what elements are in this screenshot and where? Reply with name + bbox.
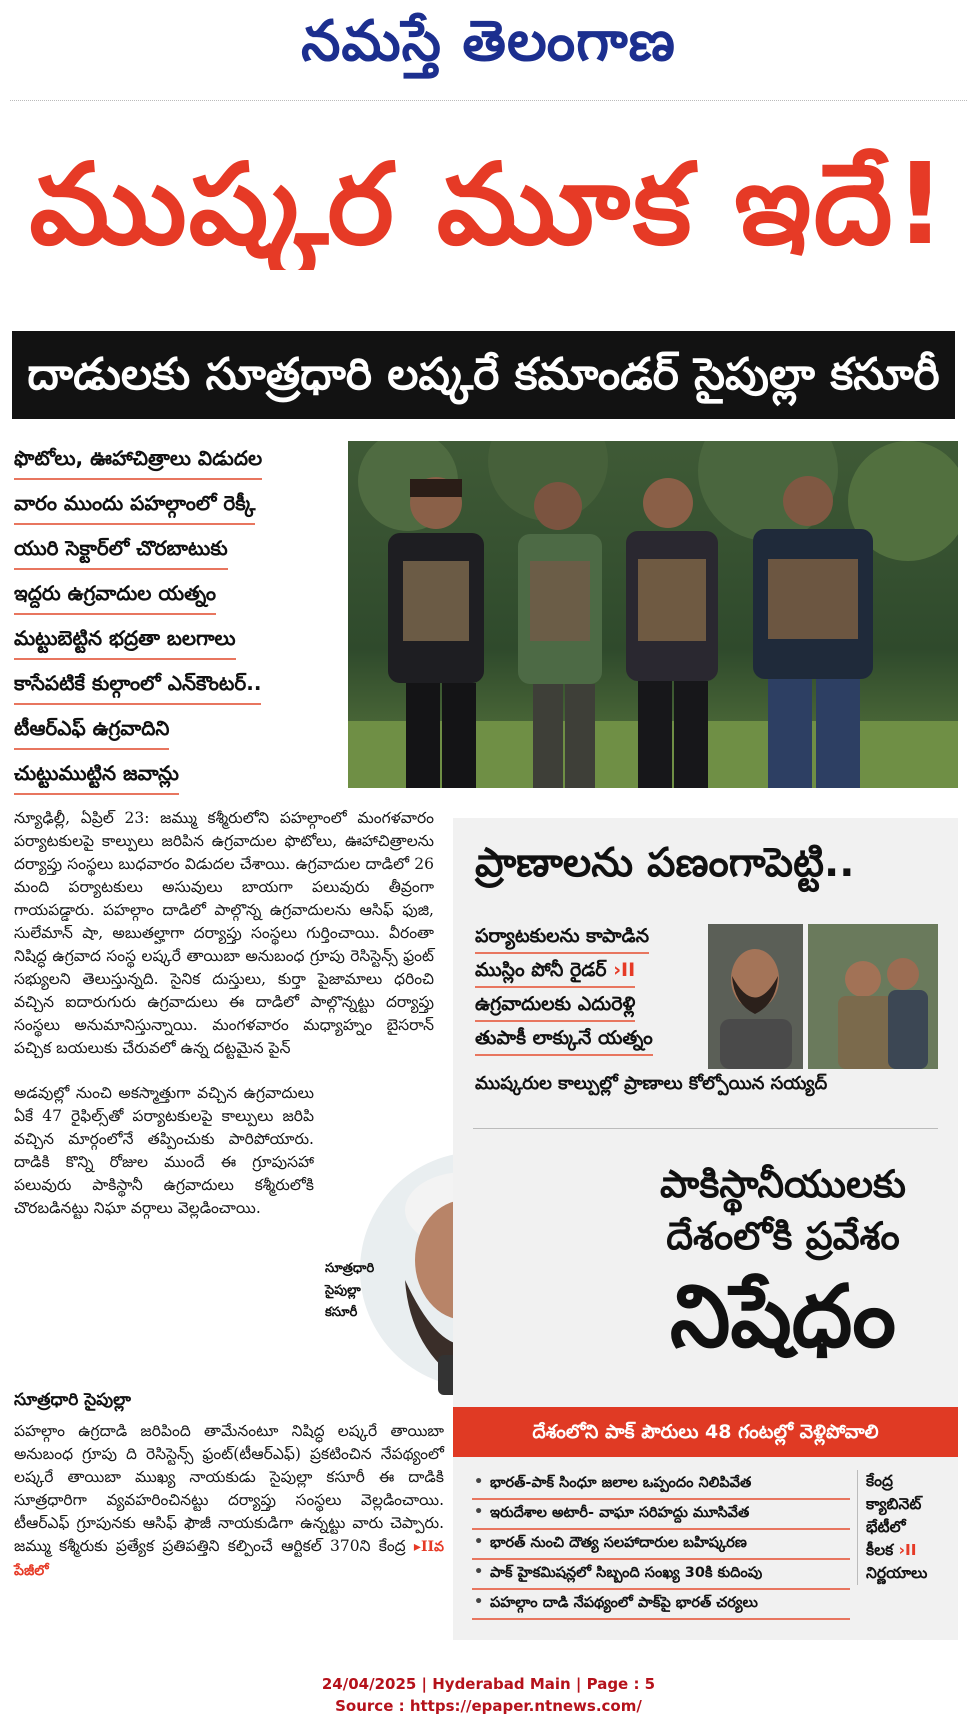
highlight-item: మట్టుబెట్టిన భద్రతా బలగాలు	[14, 620, 236, 660]
caption-line: సూత్రధారి	[325, 1261, 375, 1276]
highlight-item: టీఆర్‌ఎఫ్ ఉగ్రవాదిని	[14, 710, 169, 750]
article-subtitle: సూత్రధారి సైపుల్లా	[14, 1390, 131, 1410]
ban-line-1: పాకిస్థానీయులకు	[660, 1162, 906, 1206]
highlight-item: ఇద్దరు ఉగ్రవాదుల యత్నం	[14, 575, 216, 615]
highlights-list	[14, 440, 344, 800]
cabinet-label-line	[866, 1539, 957, 1562]
ban-block	[623, 1158, 943, 1372]
sidebar-item: పర్యాటకులను కాపాడిన	[475, 924, 649, 954]
caption-line: కసూరీ	[325, 1305, 358, 1320]
red-banner: దేశంలోని పాక్ పౌరులు 48 గంటల్లో వెళ్లిపోవాలి	[453, 1407, 958, 1457]
cabinet-label-text: కీలక	[866, 1541, 894, 1559]
sidebar-item	[475, 958, 635, 988]
ban-word: నిషేధం	[669, 1267, 896, 1367]
cabinet-label-line: నిర్ణయాలు	[866, 1564, 928, 1582]
portrait-caption	[325, 1258, 403, 1324]
article-body-part1b: అడవుల్లో నుంచి అకస్మాత్తుగా వచ్చిన ఉగ్రవాదులు ఏకే 47 రైఫిల్స్‌తో పర్యాటకులపై కాల్పులు జరిపి వచ్చిన మార్గంలోనే తప్పించుకు పారిపోయారు. దాడికి కొన్ని రోజుల ముందే ఈ గ్రూపుసహా పలువురు పాకిస్థానీ ఉగ్రవాదులు కశ్మీరులోకి చొరబడినట్టు నిఘా వర్గాలు వెల్లడించాయి.	[14, 1084, 314, 1217]
main-headline: ముష్కర మూక ఇదే!	[29, 140, 948, 270]
continued-reference: ▸IIవ పేజీలో	[14, 1539, 444, 1579]
decision-item: • భారత్ నుంచి దౌత్య సలహాదారుల బహిష్కరణ	[472, 1530, 850, 1560]
masthead: నమస్తే తెలంగాణ	[301, 8, 676, 74]
continued-label: IIవ పేజీలో	[14, 1539, 444, 1579]
article-body-text: పహల్గాం ఉగ్రదాడి జరిపింది తామేనంటూ నిషిద్ధ లష్కరే తాయిబా అనుబంధ గ్రూపు ది రెసిస్టెన్స్ ఫ్రంట్(టీఆర్‌ఎఫ్) ప్రకటించిన నేపథ్యంలో లష్కరే తాయిబా ముఖ్య నాయకుడు సైపుల్లా కసూరీ ఈ దాడికి సూత్రధారిగా వ్యవహరించినట్టు దర్యాప్తు సంస్థలు వెల్లడించాయి. టీఆర్‌ఎఫ్ గ్రూపునకు ఆసిఫ్ ఫౌజీ నాయకుడిగా ఉన్నట్టు వారు చెప్పారు. జమ్ము కశ్మీరుకు ప్రత్యేక ప్రతిపత్తిని కల్పించే ఆర్టికల్ 370ని కేంద్ర	[14, 1422, 444, 1555]
sidebar-heading: ప్రాణాలను పణంగాపెట్టి..	[475, 840, 855, 886]
sidebar-divider	[473, 1128, 938, 1129]
highlight-item: చుట్టుముట్టిన జవాన్లు	[14, 755, 179, 795]
highlight-item: ఫొటోలు, ఊహాచిత్రాలు విడుదల	[14, 440, 262, 480]
sidebar-item: తుపాకీ లాక్కునే యత్నం	[475, 1026, 653, 1056]
continued-arrow-icon: ›II	[613, 959, 636, 981]
article-body-part1: న్యూఢిల్లీ, ఏప్రిల్ 23: జమ్ము కశ్మీరులోని పహల్గాంలో మంగళవారం పర్యాటకులపై కాల్పులు జరిపిన ఉగ్రవాదుల ఫొటోలు, ఊహాచిత్రాలను దర్యాప్తు సంస్థలు బుధవారం విడుదల చేశాయి. ఉగ్రవాదుల దాడిలో 26 మంది పర్యాటకులు అసువులు బాయగా పలువురు తీవ్రంగా గాయపడ్డారు. పహల్గాం దాడిలో పాల్గొన్న ఉగ్రవాదులను ఆసిఫ్ ఫుజి, సులేమాన్ షా, అబుతల్హాగా దర్యాప్తు సంస్థలు గుర్తించాయి. వీరంతా నిషిద్ధ ఉగ్రవాద సంస్థ లష్కరే తాయిబా అనుబంధ గ్రూపు రెసిస్టెన్స్ ఫ్రంట్ సభ్యులని తెలుస్తున్నది. సైనిక దుస్తులు, కుర్తా పైజామాలు ధరించి వచ్చిన ఐదారుగురు ఉగ్రవాదులు ఈ దాడిలో పాల్గొన్నట్టు దర్యాప్తు సంస్థలు అనుమానిస్తున్నాయి. మంగళవారం మధ్యాహ్నం బైసరాన్ పచ్చిక బయలుకు చేరువలో ఉన్న దట్టమైన పైన్	[14, 809, 434, 1057]
subheadline-banner: దాడులకు సూత్రధారి లష్కరే కమాండర్ సైపుల్లా కసూరీ	[12, 331, 955, 419]
decision-item: • భారత్-పాక్ సింధూ జలాల ఒప్పందం నిలిపివేత	[472, 1470, 850, 1500]
caption-line: సైపుల్లా	[325, 1283, 361, 1298]
article-body-part2	[14, 1420, 444, 1583]
cabinet-label-line: కేంద్ర	[866, 1472, 893, 1490]
footer-source-link[interactable]: Source : https://epaper.ntnews.com/	[335, 1697, 642, 1715]
sidebar-item-text: ముస్లిం పోనీ రైడర్	[475, 959, 607, 981]
highlight-item: కాసేపటికే కుల్గాంలో ఎన్‌కౌంటర్..	[14, 665, 261, 705]
mourners-photo	[808, 924, 938, 1069]
cabinet-decisions-list	[472, 1470, 850, 1620]
sidebar-summary: ముష్కరుల కాల్పుల్లో ప్రాణాలు కోల్పోయిన సయ్యద్	[475, 1073, 828, 1094]
terrorists-photo	[348, 441, 958, 788]
highlight-item: యురి సెక్టార్‌లో చొరబాటుకు	[14, 530, 228, 570]
ban-line-2: దేశంలోకి ప్రవేశం	[666, 1214, 900, 1258]
cabinet-label-line: క్యాబినెట్	[866, 1495, 922, 1513]
decision-item: • పహల్గాం దాడి నేపథ్యంలో పాక్‌పై భారత్ చర్యలు	[472, 1590, 850, 1620]
decision-item: • పాక్ హైకమిషన్లలో సిబ్బంది సంఖ్య 30కి కుదింపు	[472, 1560, 850, 1590]
masthead-rule	[10, 100, 967, 101]
decision-item: • ఇరుదేశాల అటారీ- వాఘా సరిహద్దు మూసివేత	[472, 1500, 850, 1530]
pony-rider-photo	[708, 924, 803, 1069]
footer-date-edition: 24/04/2025 | Hyderabad Main | Page : 5	[321, 1675, 656, 1693]
sidebar-item: ఉగ్రవాదులకు ఎదురెళ్లి	[475, 992, 635, 1022]
highlight-item: వారం ముందు పహల్గాంలో రెక్కీ	[14, 485, 255, 525]
cabinet-label-box	[857, 1470, 957, 1585]
cabinet-label-line: భేటీలో	[866, 1518, 906, 1536]
continued-arrow-icon: ›II	[898, 1541, 917, 1559]
